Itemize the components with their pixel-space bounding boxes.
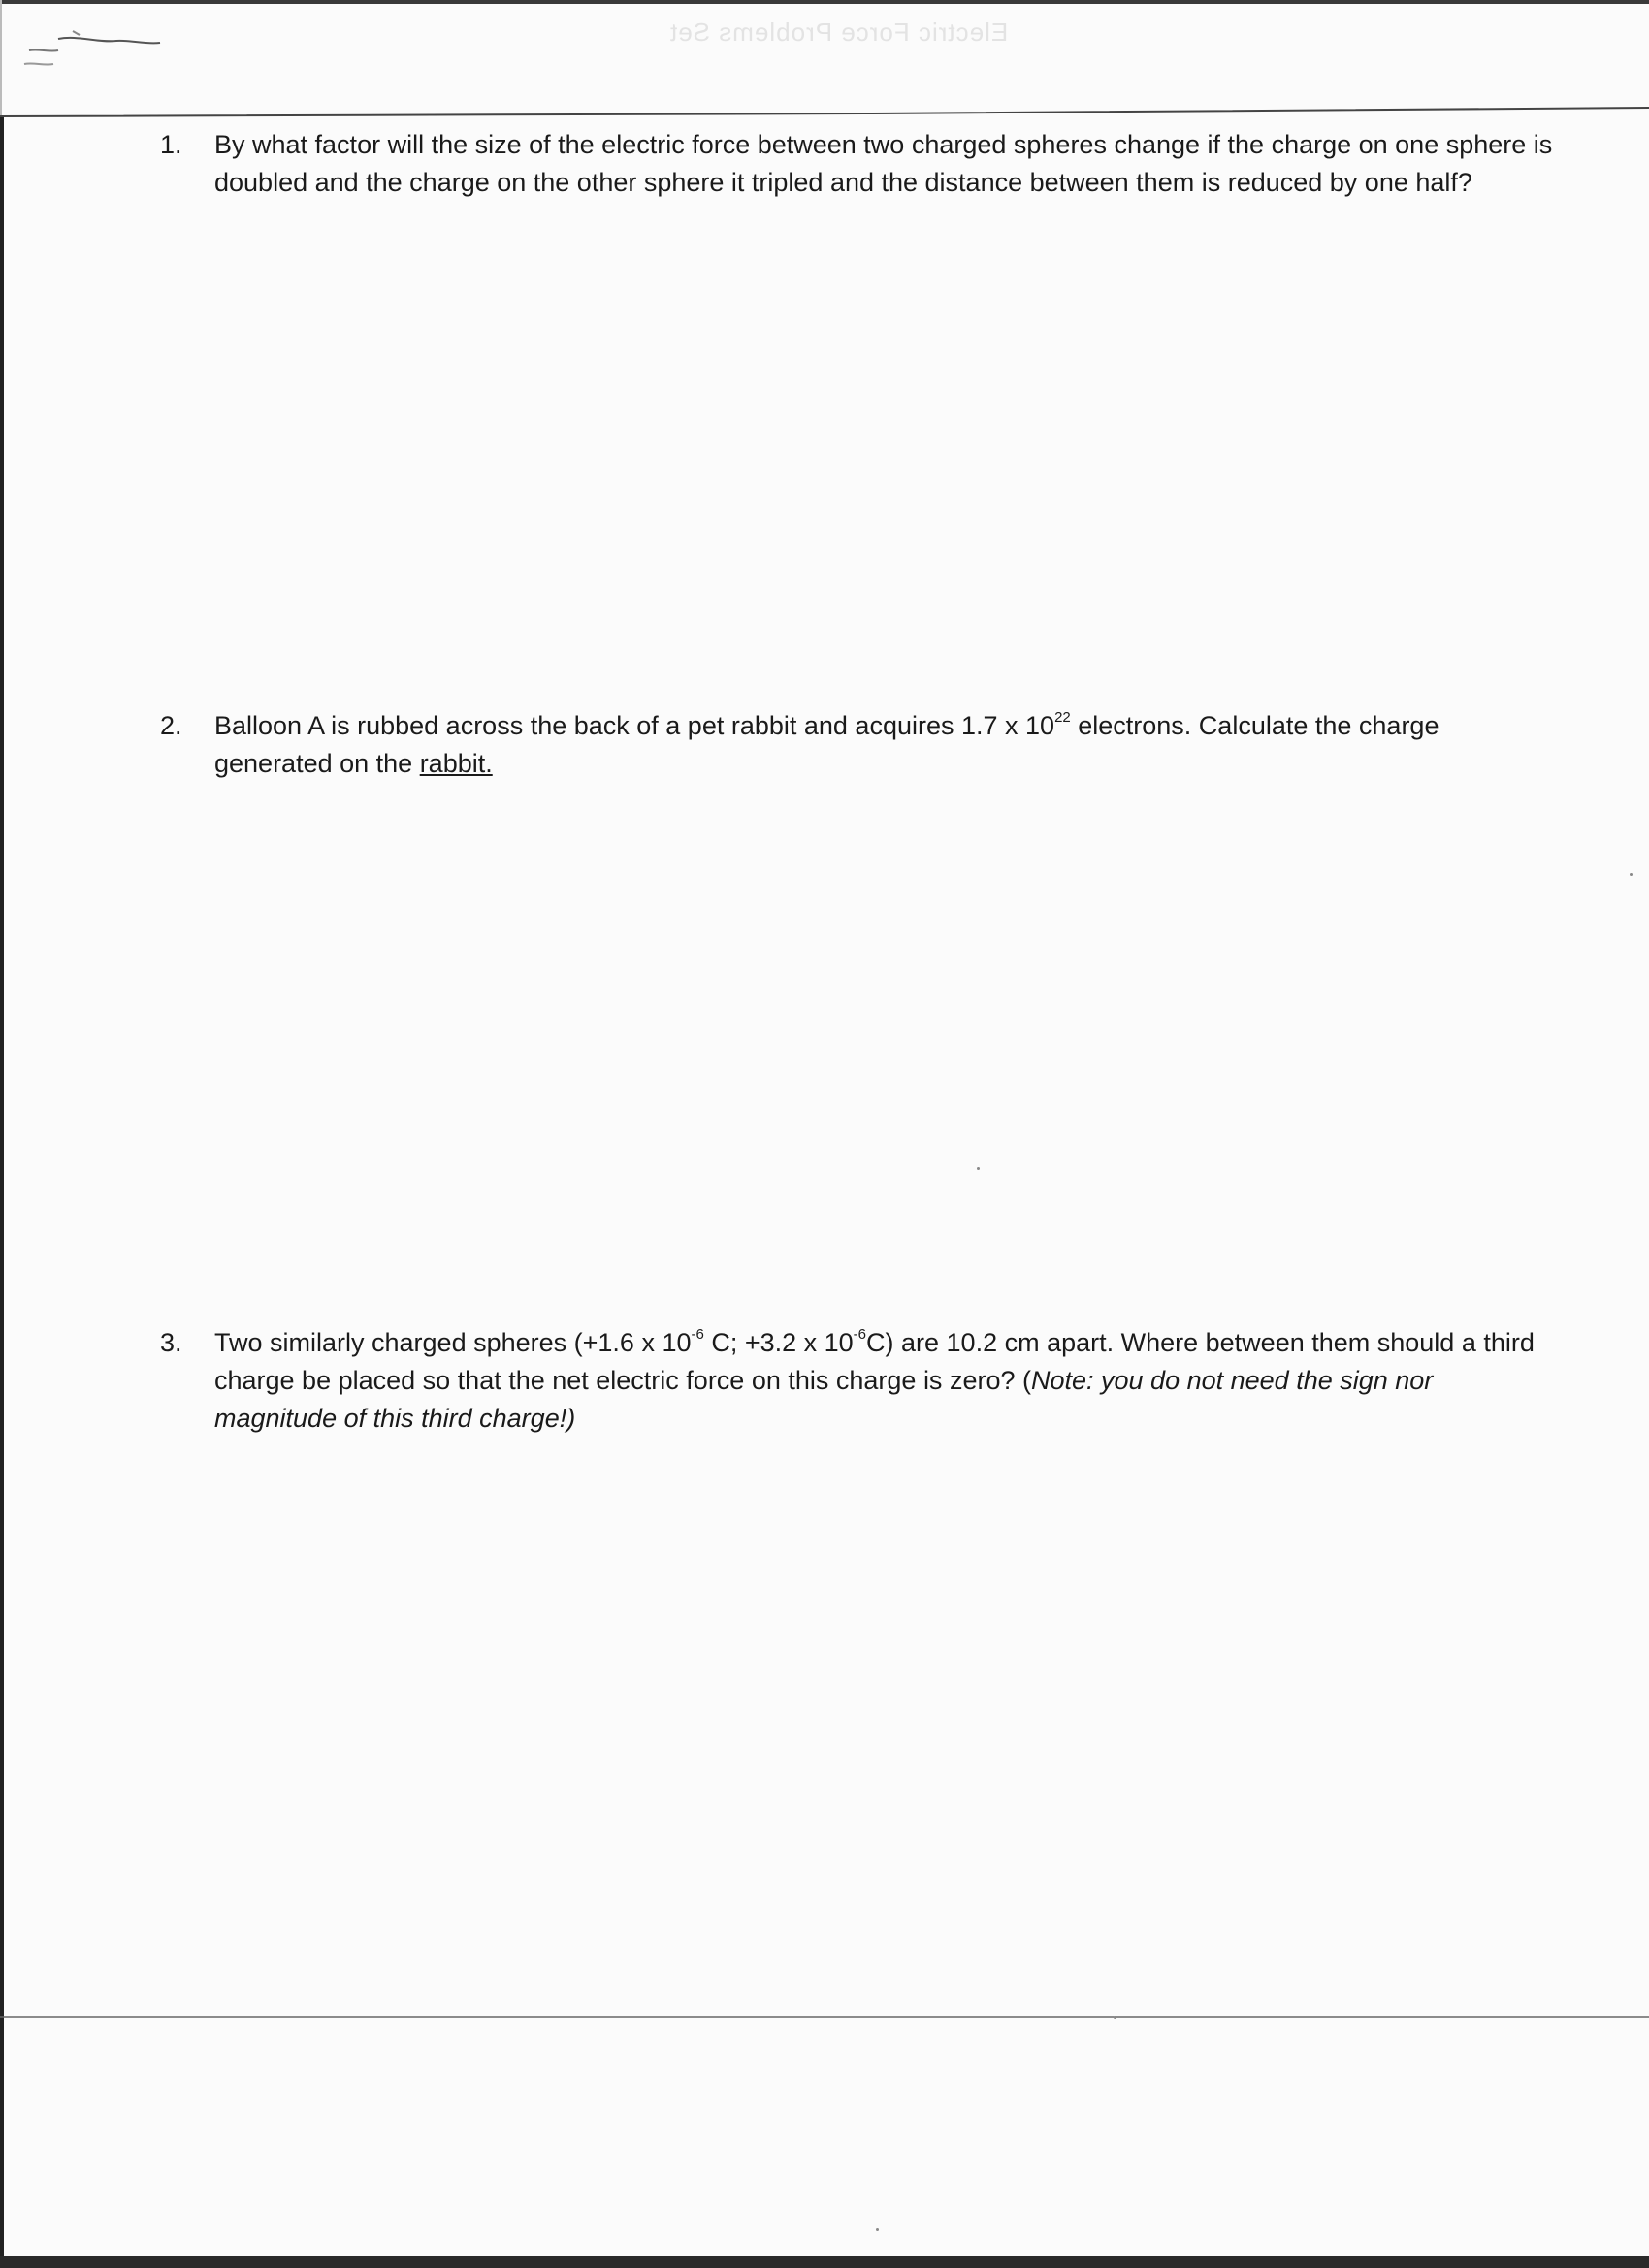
scan-left-edge-top: [0, 0, 2, 116]
underlined-word: rabbit.: [419, 749, 493, 778]
scan-speck: [1114, 2016, 1116, 2019]
exponent: 22: [1054, 709, 1071, 726]
header-divider: [0, 105, 1649, 118]
question-text-part: C) are 10.2 cm apart. Where between them should a third charge be placed so that the net electric force on this charge is zero? (: [214, 1328, 1535, 1395]
scan-speck: [977, 1167, 980, 1170]
question-number: 1.: [160, 130, 182, 159]
question-3: [160, 1324, 1557, 1438]
question-text-part: electrons. Calculate the charge generated on the: [214, 711, 1439, 778]
scan-speck: [876, 2228, 879, 2231]
exponent: -6: [853, 1326, 867, 1343]
question-number: 3.: [160, 1328, 182, 1357]
question-text-part: Balloon A is rubbed across the back of a pet rabbit and acquires 1.7 x 10: [214, 711, 1055, 740]
question-text-part: Two similarly charged spheres (+1.6 x 10: [214, 1328, 692, 1357]
question-2: [160, 707, 1557, 783]
scan-left-edge: [0, 116, 4, 2268]
italic-note: Note: you do not need the sign nor magnitude of this third charge!): [214, 1366, 1434, 1433]
exponent: -6: [691, 1326, 704, 1343]
torn-corner-mark: [19, 21, 165, 80]
bleed-through-title: Electric Force Problems Set: [669, 17, 1009, 47]
footer-divider: [0, 2012, 1649, 2022]
question-text-part: C; +3.2 x 10: [703, 1328, 854, 1357]
scan-speck: [1630, 873, 1633, 876]
question-text: [214, 1324, 1557, 1438]
question-1: [160, 126, 1557, 202]
question-number: 2.: [160, 711, 182, 740]
question-text: [214, 707, 1557, 783]
question-text: By what factor will the size of the electric force between two charged spheres change if the charge on one sphere is doubled and the charge on the other sphere it tripled and the distance between them is reduced by one half?: [214, 130, 1553, 197]
scan-bottom-edge: [0, 2256, 1649, 2268]
scan-top-edge: [0, 0, 1649, 4]
